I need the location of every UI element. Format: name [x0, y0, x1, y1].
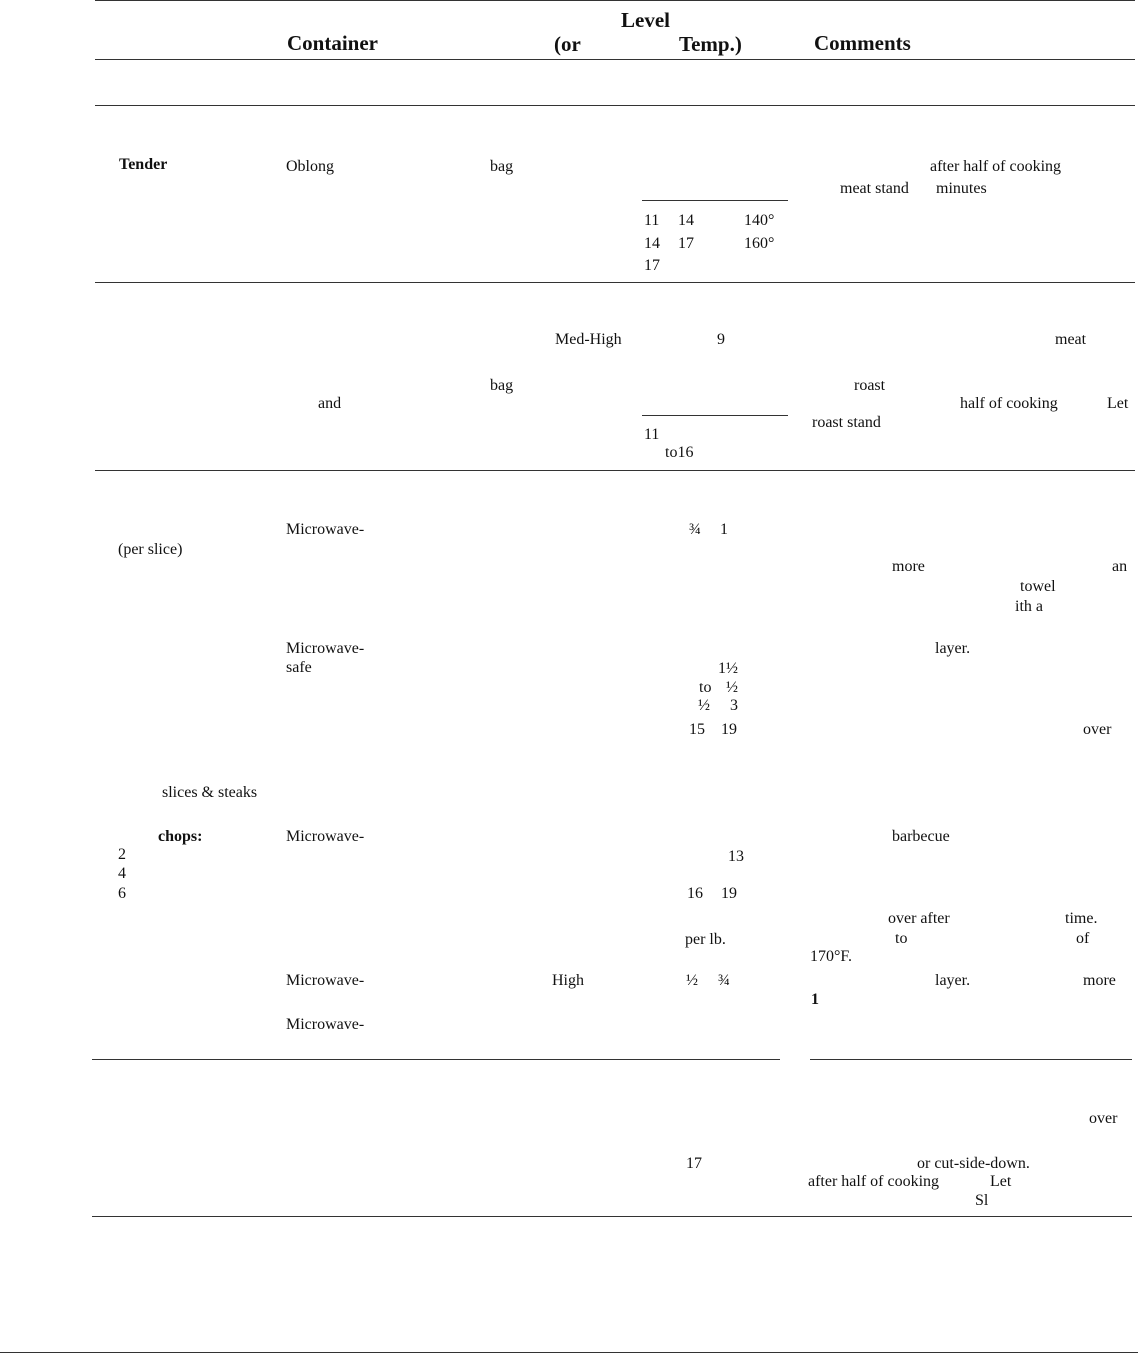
chops-comment-170: 170°F. — [810, 948, 853, 965]
roast-comment-roast: roast — [854, 377, 886, 394]
tender-container: Oblong — [286, 158, 334, 175]
chops-comment-barbecue: barbecue — [892, 828, 950, 845]
chops-time-13: 13 — [728, 848, 744, 865]
slices-time-1b: 1 — [720, 521, 728, 538]
roast-time-c: to16 — [665, 444, 694, 461]
last-comment-cutside: or cut-side-down. — [917, 1155, 1030, 1172]
section-rule-4-right — [810, 1059, 1132, 1060]
tender-comment-2b: minutes — [936, 180, 987, 197]
time-subrule-2 — [642, 415, 788, 416]
header-comments: Comments — [814, 31, 911, 55]
last-comment-afterhalf: after half of cooking — [808, 1173, 940, 1190]
chops-count-2: 2 — [118, 846, 126, 863]
section-rule-4-left — [92, 1059, 780, 1060]
section-rule-3 — [95, 470, 1135, 471]
section-rule-1 — [95, 105, 1135, 106]
chops-comment-overafter: over after — [888, 910, 950, 927]
top-rule — [95, 0, 1135, 1]
last-comment-over: over — [1089, 1110, 1118, 1127]
tender-time-2a: 14 — [644, 235, 660, 252]
last-time-17: 17 — [686, 1155, 702, 1172]
tender-time-1a: 11 — [644, 212, 660, 229]
time-subrule-1 — [642, 200, 788, 201]
slices-comment-layer: layer. — [935, 640, 971, 657]
slices-comment-more: more — [892, 558, 925, 575]
chops-comment-1: 1 — [811, 991, 819, 1008]
tender-food: Tender — [119, 156, 168, 173]
roast-comment-stand: roast stand — [812, 414, 881, 431]
page-bottom-rule — [0, 1352, 1138, 1353]
slices-comment-an: an — [1112, 558, 1128, 575]
roast-power: Med-High — [555, 331, 622, 348]
chops-count-4: 4 — [118, 865, 126, 882]
roast-comment-meat: meat — [1055, 331, 1087, 348]
tender-comment-2a: meat stand — [840, 180, 909, 197]
tender-temp-2: 160° — [744, 235, 775, 252]
section-rule-2 — [95, 282, 1135, 283]
slices-time-2a: 1½ — [718, 660, 738, 677]
header-level: Level — [621, 8, 670, 32]
header-or: (or — [554, 32, 581, 56]
slices-container-2b: safe — [286, 659, 312, 676]
roast-comment-half: half of cooking — [960, 395, 1058, 412]
tender-comment-1: after half of cooking — [930, 158, 1062, 175]
slices-time-2b: to — [699, 679, 712, 696]
tender-temp-1: 140° — [744, 212, 775, 229]
chops-comment-layer: layer. — [935, 972, 971, 989]
chops-time-16: 16 — [687, 885, 703, 902]
chops-time-19: 19 — [721, 885, 737, 902]
tender-time-2b: 17 — [678, 235, 694, 252]
header-temp: Temp.) — [679, 32, 742, 56]
slices-per-slice: (per slice) — [118, 541, 183, 558]
roast-time-b: 11 — [644, 426, 660, 443]
slices-time-2d: ½ — [698, 697, 710, 714]
tender-time-3a: 17 — [644, 257, 660, 274]
slices-container-1: Microwave- — [286, 521, 365, 538]
roast-container-and: and — [318, 395, 342, 412]
chops-container-2: Microwave- — [286, 972, 365, 989]
chops-comment-to: to — [895, 930, 908, 947]
slices-time-2e: 3 — [730, 697, 738, 714]
slices-comment-itha: ith a — [1015, 598, 1043, 615]
slices-comment-towel: towel — [1020, 578, 1056, 595]
slices-time-2f: 15 — [689, 721, 705, 738]
chops-time-perlb: per lb. — [685, 931, 726, 948]
chops-count-6: 6 — [118, 885, 126, 902]
slices-time-1a: ¾ — [689, 521, 701, 538]
chops-container-3: Microwave- — [286, 1016, 365, 1033]
chops-food: chops: — [158, 828, 203, 845]
roast-comment-let: Let — [1107, 395, 1129, 412]
chops-power-high: High — [552, 972, 584, 989]
tender-time-1b: 14 — [678, 212, 694, 229]
last-comment-let: Let — [990, 1173, 1012, 1190]
chops-container-1: Microwave- — [286, 828, 365, 845]
tender-bag: bag — [490, 158, 514, 175]
slices-time-2c: ½ — [726, 679, 738, 696]
roast-time-a: 9 — [717, 331, 725, 348]
slices-comment-over: over — [1083, 721, 1112, 738]
header-container: Container — [287, 31, 378, 55]
chops-comment-time: time. — [1065, 910, 1098, 927]
chops-time-half: ½ — [686, 972, 698, 989]
chops-comment-of: of — [1076, 930, 1090, 947]
slices-food: slices & steaks — [162, 784, 258, 801]
chops-comment-more: more — [1083, 972, 1116, 989]
last-comment-sl: Sl — [975, 1192, 989, 1209]
roast-container-bag: bag — [490, 377, 514, 394]
header-rule — [95, 59, 1135, 60]
slices-container-2a: Microwave- — [286, 640, 365, 657]
slices-time-2g: 19 — [721, 721, 737, 738]
section-rule-5 — [92, 1216, 1132, 1217]
chops-time-threeq: ¾ — [718, 972, 730, 989]
